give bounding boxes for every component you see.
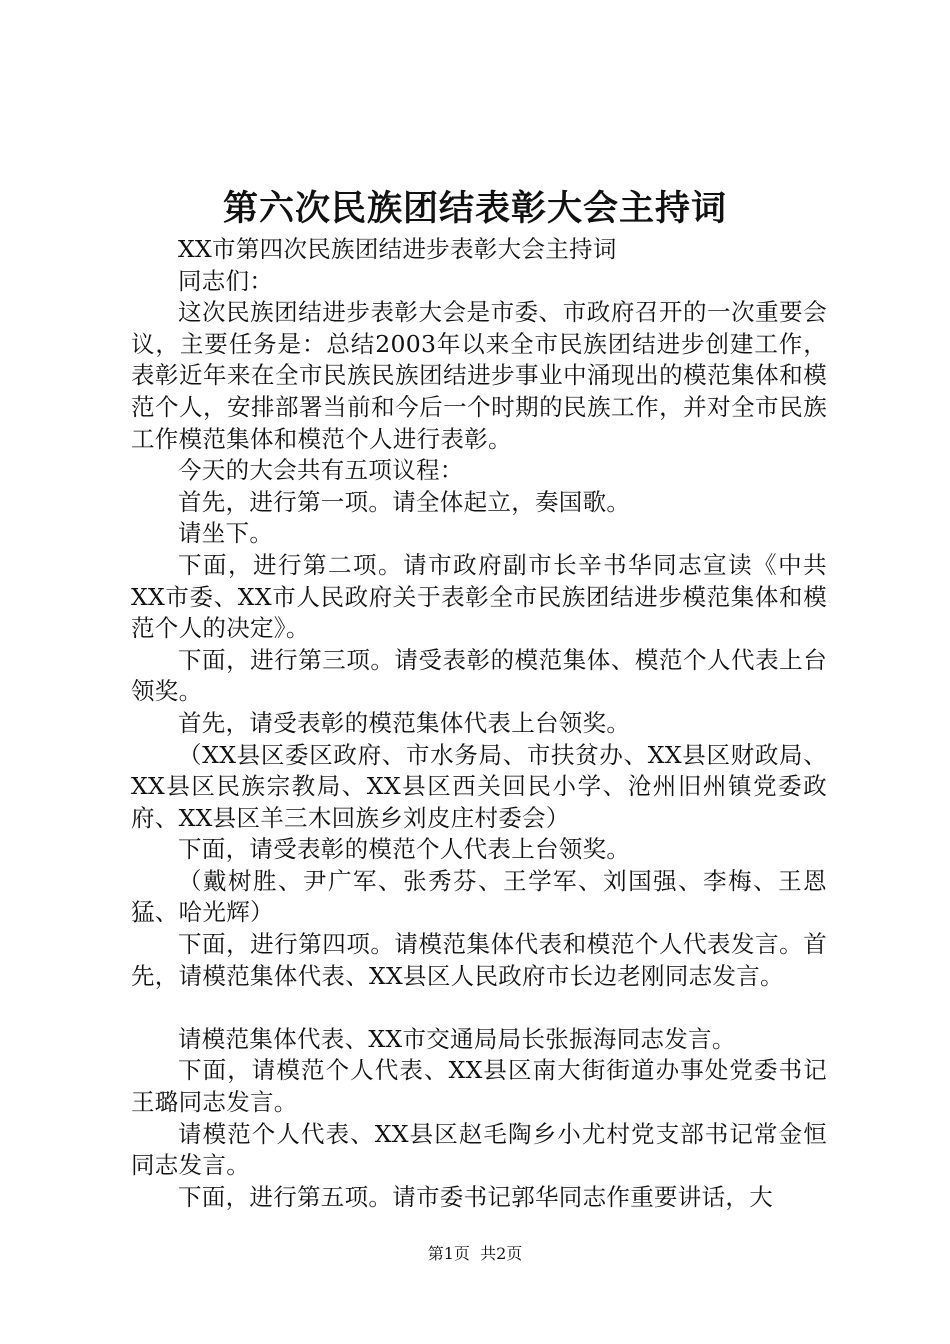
paragraph: 下面，进行第五项。请市委书记郭华同志作重要讲话，大	[178, 1182, 773, 1211]
paragraph: （XX县区委区政府、市水务局、市扶贫办、XX县区财政局、XX县区民族宗教局、XX县区西关回民小学、沧州旧州镇党委政府、XX县区羊三木回族乡刘皮庄村委会）	[131, 740, 827, 832]
paragraph: （戴树胜、尹广军、张秀芬、王学军、刘国强、李梅、王恩猛、哈光辉）	[131, 866, 827, 927]
page-number: 第1页	[427, 1244, 470, 1263]
page-footer	[0, 1243, 950, 1265]
paragraph: 下面，进行第三项。请受表彰的模范集体、模范个人代表上台领奖。	[131, 645, 827, 706]
paragraph: 下面，请受表彰的模范个人代表上台领奖。	[178, 835, 631, 864]
paragraph: 今天的大会共有五项议程：	[178, 456, 464, 485]
paragraph: 下面，进行第二项。请市政府副市长辛书华同志宣读《中共XX市委、XX市人民政府关于表彰全市民族团结进步模范集体和模范个人的决定》。	[131, 550, 827, 643]
paragraph: 请坐下。	[178, 519, 274, 548]
paragraph: XX市第四次民族团结进步表彰大会主持词	[178, 235, 617, 263]
paragraph: 请模范个人代表、XX县区赵毛陶乡小尤村党支部书记常金恒同志发言。	[131, 1119, 827, 1180]
paragraph: 首先，进行第一项。请全体起立，奏国歌。	[178, 487, 631, 516]
page-total: 共2页	[480, 1244, 523, 1263]
paragraph-spacer	[131, 992, 827, 1024]
paragraph: 下面，进行第四项。请模范集体代表和模范个人代表发言。首先，请模范集体代表、XX县区人民政府市长边老刚同志发言。	[131, 930, 827, 990]
paragraph: 同志们：	[178, 266, 274, 295]
paragraph: 下面，请模范个人代表、XX县区南大街街道办事处党委书记王璐同志发言。	[131, 1056, 827, 1117]
document-title: 第六次民族团结表彰大会主持词	[222, 188, 727, 229]
document-body	[131, 234, 827, 1213]
paragraph: 首先，请受表彰的模范集体代表上台领奖。	[178, 708, 631, 737]
paragraph: 这次民族团结进步表彰大会是市委、市政府召开的一次重要会议，主要任务是：总结2003年以来全市民族团结进步创建工作，表彰近年来在全市民族民族团结进步事业中涌现出的模范集体和模范个人，安排部署当前和今后一个时期的民族工作，并对全市民族工作模范集体和模范个人进行表彰。	[131, 298, 827, 453]
paragraph: 请模范集体代表、XX市交通局局长张振海同志发言。	[178, 1024, 736, 1053]
